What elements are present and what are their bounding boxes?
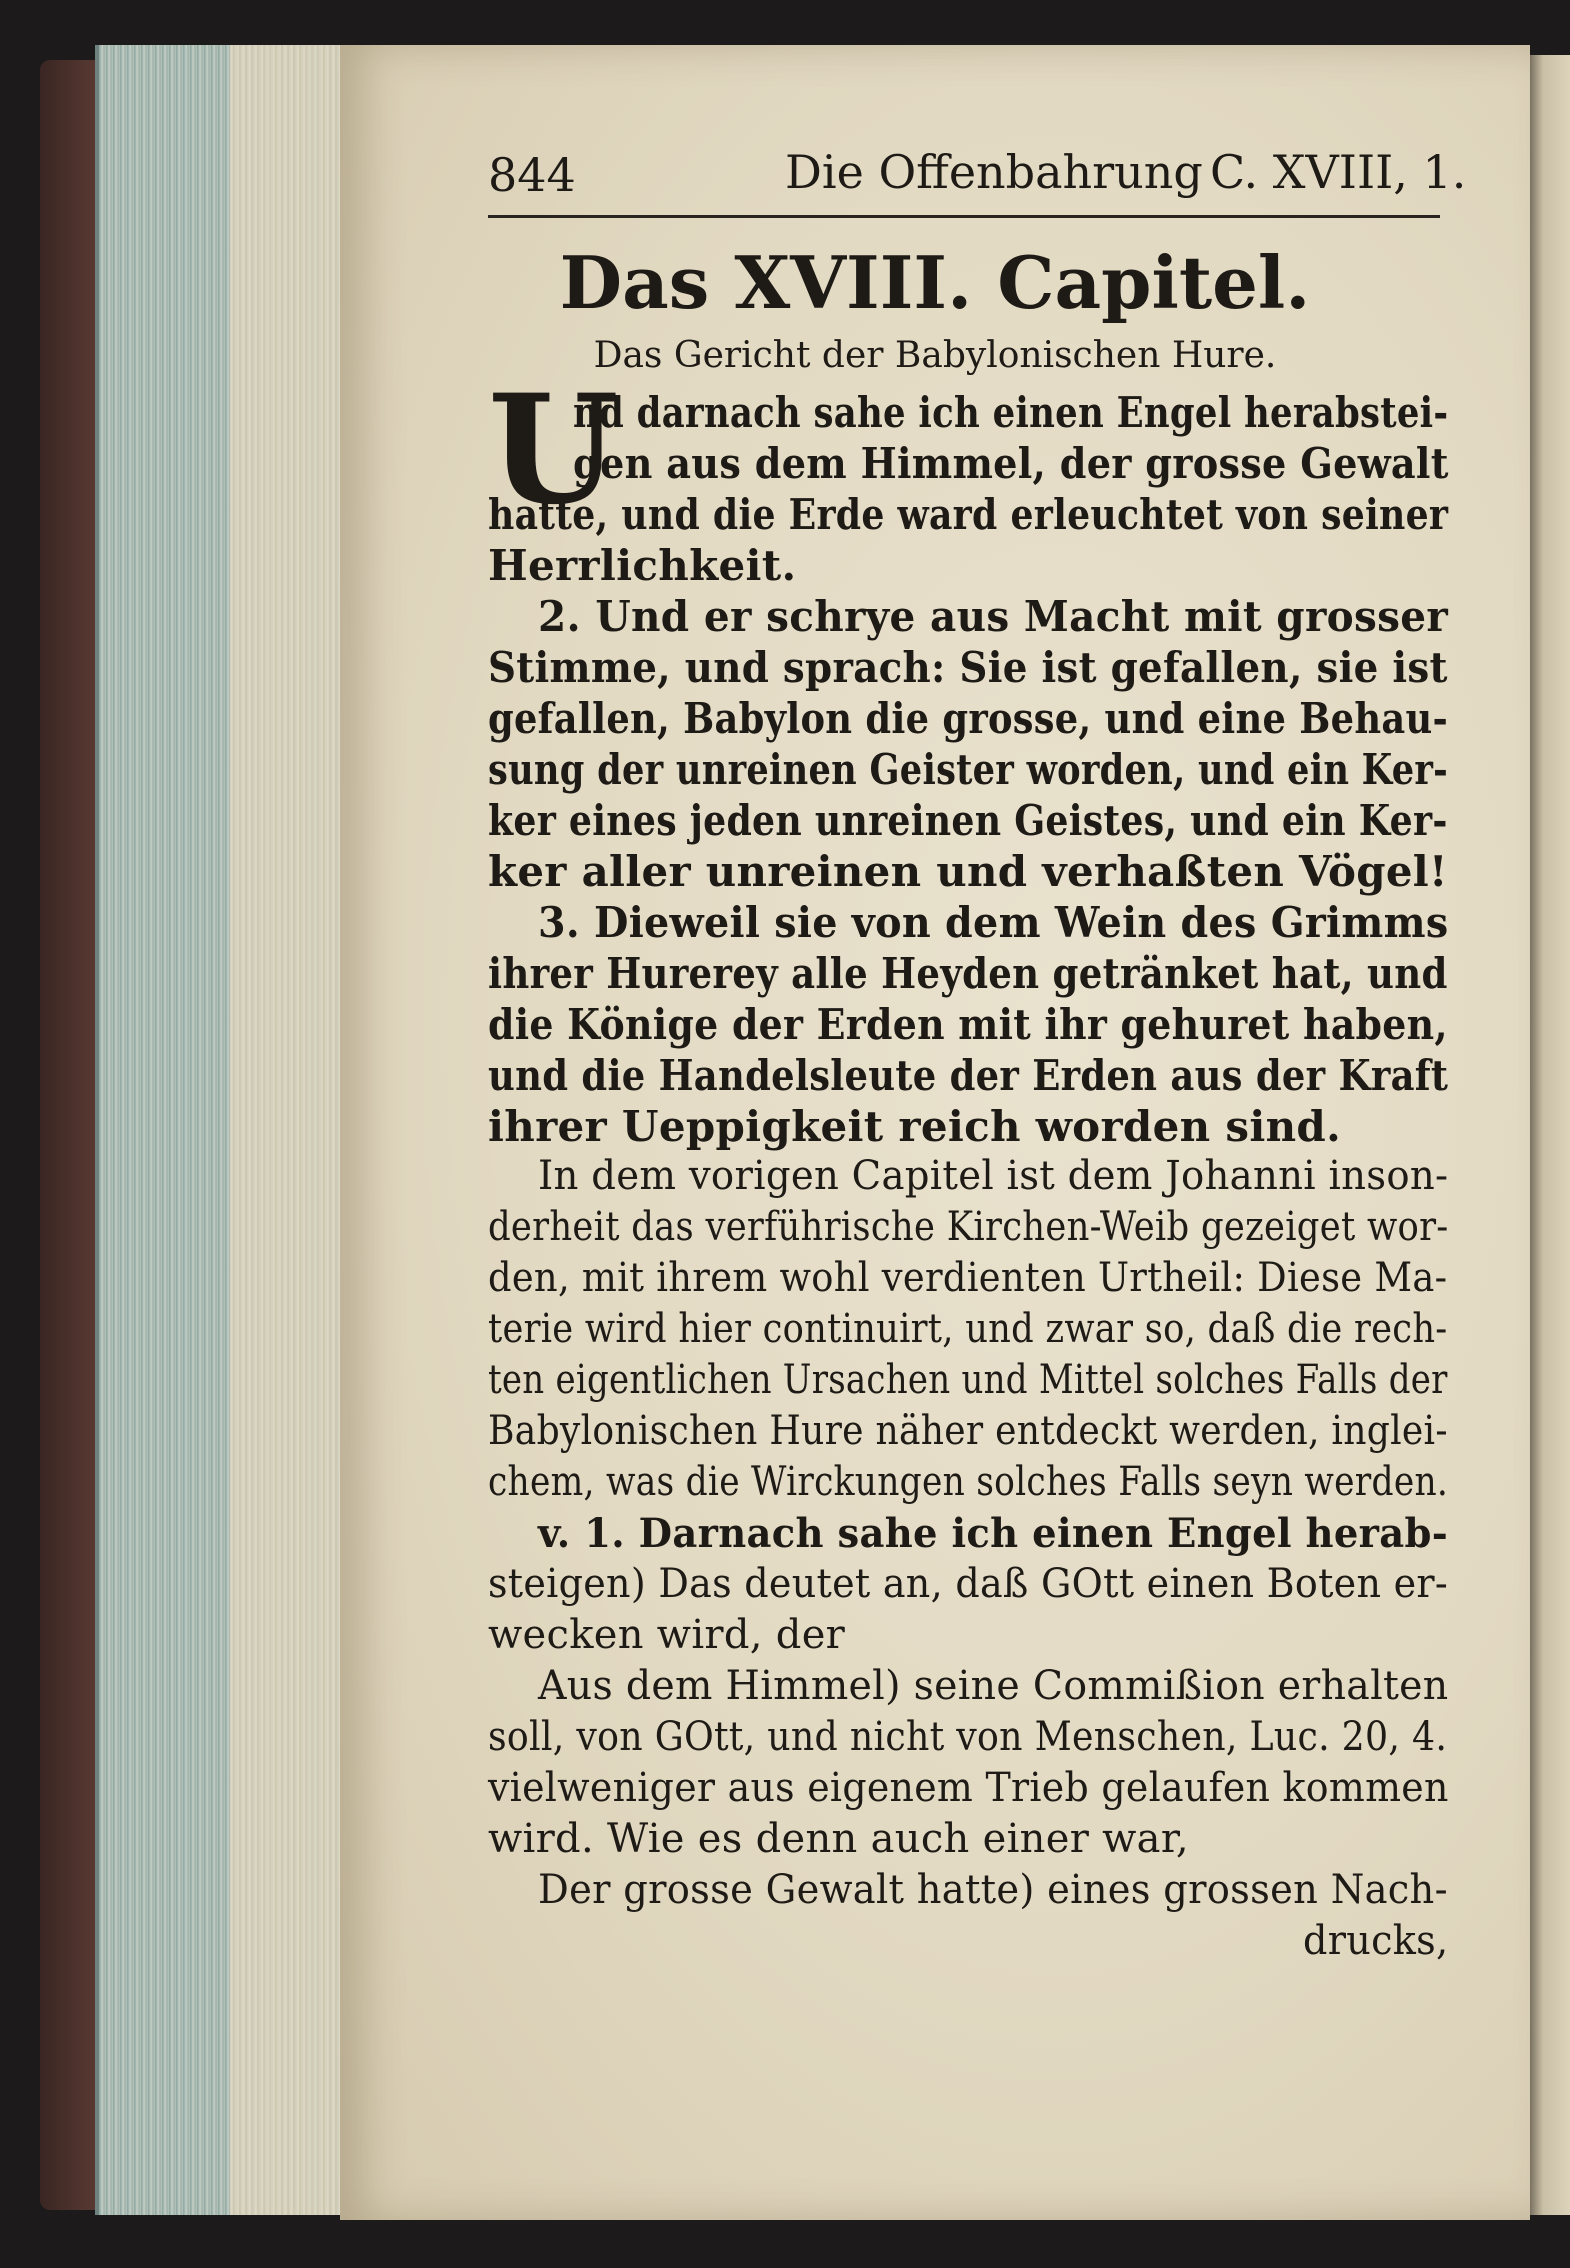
text-line: 3. Dieweil sie von dem Wein des Grimms: [538, 898, 1449, 947]
text-line: hatte, und die Erde ward erleuchtet von seiner: [488, 490, 1449, 539]
page-number: 844: [488, 148, 576, 202]
drop-cap: U: [488, 362, 619, 538]
text-line: Aus dem Himmel) seine Commißion erhalten: [538, 1663, 1449, 1709]
text-line: drucks,: [1303, 1918, 1449, 1964]
text-line: In dem vorigen Capitel ist dem Johanni inson-: [538, 1153, 1449, 1199]
text-line: 2. Und er schrye aus Macht mit grosser: [538, 592, 1449, 641]
text-line: ker eines jeden unreinen Geistes, und ein Ker-: [488, 796, 1448, 845]
text-line: Stimme, und sprach: Sie ist gefallen, sie ist: [488, 643, 1448, 692]
chapter-reference: C. XVIII, 1.: [1210, 145, 1467, 199]
header-rule: [488, 215, 1440, 218]
text-line: nd darnach sahe ich einen Engel herabstei-: [573, 388, 1449, 437]
text-line: Der grosse Gewalt hatte) eines grossen Nach-: [538, 1867, 1448, 1913]
text-line: und die Handelsleute der Erden aus der Kraft: [488, 1051, 1449, 1100]
text-line: wecken wird, der: [488, 1612, 846, 1658]
text-line: chem, was die Wirckungen solches Falls seyn werden.: [488, 1459, 1449, 1505]
chapter-title: Das XVIII. Capitel.: [559, 240, 1311, 325]
text-line: wird. Wie es denn auch einer war,: [488, 1816, 1189, 1862]
text-line: vielweniger aus eigenem Trieb gelaufen kommen: [488, 1765, 1449, 1811]
chapter-summary: Das Gericht der Babylonischen Hure.: [593, 335, 1277, 376]
text-line: sung der unreinen Geister worden, und ein Ker-: [488, 745, 1449, 794]
text-line: den, mit ihrem wohl verdienten Urtheil: Diese Ma-: [488, 1255, 1448, 1301]
text-line: terie wird hier continuirt, und zwar so, daß die rech-: [488, 1306, 1448, 1352]
text-line: Babylonischen Hure näher entdeckt werden, inglei-: [488, 1408, 1448, 1454]
page-edges-light: [230, 45, 350, 2215]
text-line: gen aus dem Himmel, der grosse Gewalt: [573, 439, 1449, 488]
text-line: die Könige der Erden mit ihr gehuret haben,: [488, 1000, 1448, 1049]
text-line: steigen) Das deutet an, daß GOtt einen Boten er-: [488, 1561, 1449, 1607]
text-line: ihrer Ueppigkeit reich worden sind.: [488, 1102, 1342, 1151]
text-line: ker aller unreinen und verhaßten Vögel!: [488, 847, 1448, 896]
text-line: Herrlichkeit.: [488, 541, 797, 590]
text-line: ten eigentlichen Ursachen und Mittel solches Falls der: [488, 1357, 1448, 1403]
running-title: Die Offenbahrung: [785, 145, 1203, 199]
text-line: ihrer Hurerey alle Heyden getränket hat, und: [488, 949, 1448, 998]
text-line: gefallen, Babylon die grosse, und eine Behau-: [488, 694, 1449, 743]
text-line: derheit das verführische Kirchen-Weib gezeiget wor-: [488, 1204, 1449, 1250]
text-line: v. 1. Darnach sahe ich einen Engel herab-: [538, 1510, 1448, 1557]
text-line: soll, von GOtt, und nicht von Menschen, Luc. 20, 4.: [488, 1714, 1448, 1760]
next-page-edge: [1525, 55, 1570, 2215]
